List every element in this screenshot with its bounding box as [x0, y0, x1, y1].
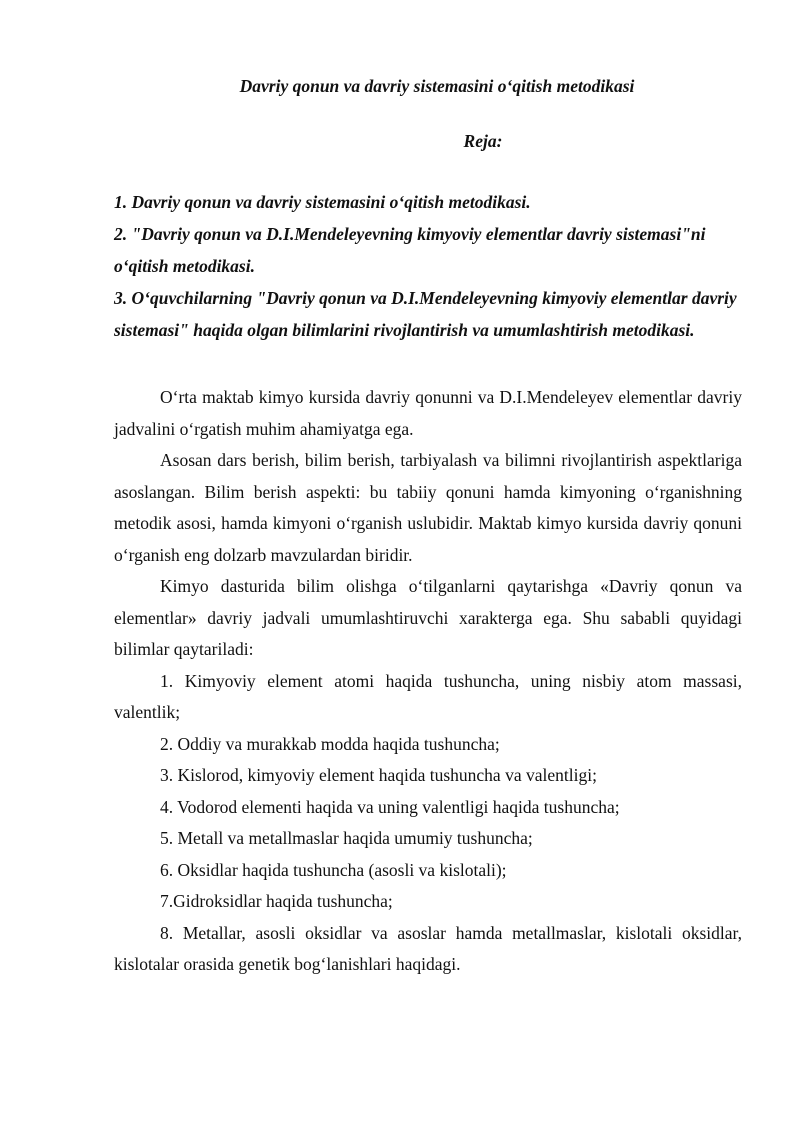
review-item: 2. Oddiy va murakkab modda haqida tushuncha; — [160, 733, 500, 754]
paragraph: Asosan dars berish, bilim berish, tarbiyalash va bilimni rivojlantirish aspektlariga asoslangan. Bilim berish aspekti: bu tabiiy qonuni hamda kimyoning o‘rganishning metodik asosi, hamda kimyoni o‘rganish uslubidir. Maktab kimyo kursida davriy qonuni o‘rganish eng dolzarb mavzulardan biridir. — [114, 450, 742, 565]
paragraph: Kimyo dasturida bilim olishga o‘tilganlarni qaytarishga «Davriy qonun va elementlar» davriy jadvali umumlashtiruvchi xarakterga ega. Shu sababli quyidagi bilimlar qaytariladi: — [114, 576, 742, 659]
plan-item: 2. "Davriy qonun va D.I.Mendeleyevning kimyoviy elementlar davriy sistemasi"ni o‘qitish metodikasi. — [114, 224, 706, 276]
body-text — [114, 382, 742, 981]
plan-heading: Reja: — [463, 131, 503, 151]
review-item: 5. Metall va metallmaslar haqida umumiy tushuncha; — [160, 828, 533, 848]
review-item: 3. Kislorod, kimyoviy element haqida tushuncha va valentligi; — [160, 765, 597, 785]
review-item: 7.Gidroksidlar haqida tushuncha; — [160, 891, 393, 911]
review-item: 8. Metallar, asosli oksidlar va asoslar hamda metallmaslar, kislotali oksidlar, kislotalar orasida genetik bog‘lanishlari haqidagi. — [114, 922, 742, 974]
paragraph: O‘rta maktab kimyo kursida davriy qonunni va D.I.Mendeleyev elementlar davriy jadvalini o‘rgatish muhim ahamiyatga ega. — [114, 387, 742, 439]
review-item: 1. Kimyoviy element atomi haqida tushuncha, uning nisbiy atom massasi, valentlik; — [114, 670, 742, 722]
plan-list — [114, 186, 742, 346]
plan-item: 1. Davriy qonun va davriy sistemasini o‘qitish metodikasi. — [114, 192, 531, 212]
review-item: 6. Oksidlar haqida tushuncha (asosli va kislotali); — [160, 859, 507, 880]
document-title: Davriy qonun va davriy sistemasini o‘qitish metodikasi — [239, 76, 635, 96]
plan-item: 3. O‘quvchilarning "Davriy qonun va D.I.Mendeleyevning kimyoviy elementlar davriy sistemasi" haqida olgan bilimlarini rivojlantirish va umumlashtirish metodikasi. — [114, 288, 737, 340]
review-item: 4. Vodorod elementi haqida va uning valentligi haqida tushuncha; — [160, 796, 620, 817]
